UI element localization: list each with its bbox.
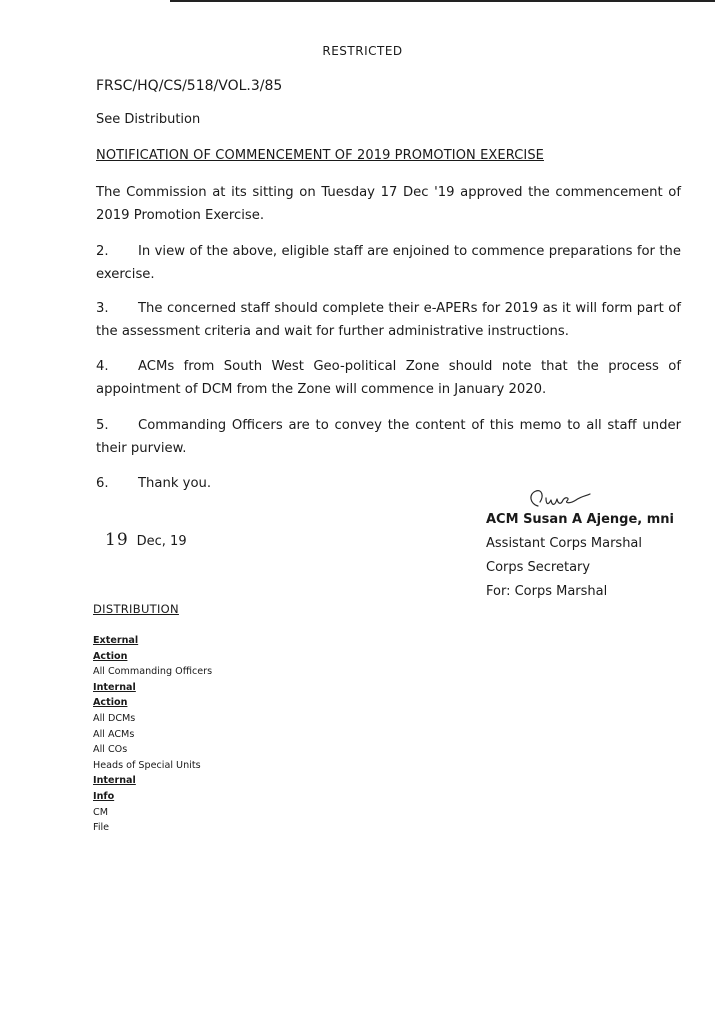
paragraph-3 <box>96 297 681 343</box>
paragraph-text: The concerned staff should complete their e-APERs for 2019 as it will form part of the assessment criteria and wait for further administrative instructions. <box>96 301 681 339</box>
list-item: CM <box>93 806 108 818</box>
list-item: File <box>93 822 110 834</box>
reference-number: FRSC/HQ/CS/518/VOL.3/85 <box>96 78 283 94</box>
signatory-title: Assistant Corps Marshal <box>486 536 643 551</box>
distribution-group-label: External <box>93 635 139 646</box>
paragraph-number: 5. <box>96 418 109 433</box>
signature-block <box>486 508 674 604</box>
signatory-for: For: Corps Marshal <box>486 584 608 599</box>
paragraph-number: 2. <box>96 244 109 259</box>
distribution-list <box>93 633 212 836</box>
distribution-subgroup-label: Info <box>93 790 115 802</box>
page-top-border <box>170 0 715 2</box>
distribution-subgroup-label: Action <box>93 650 128 662</box>
distribution-group-label: Internal <box>93 775 136 787</box>
paragraph-text: Thank you. <box>138 476 212 491</box>
paragraph-1 <box>96 181 681 227</box>
paragraph-number: 6. <box>96 476 109 491</box>
signatory-office: Corps Secretary <box>486 560 591 575</box>
list-item: All COs <box>93 744 128 756</box>
paragraph-number: 4. <box>96 359 109 374</box>
date-day-handwritten: 19 <box>105 530 129 550</box>
memo-subject: NOTIFICATION OF COMMENCEMENT OF 2019 PROMOTION EXERCISE <box>96 148 544 163</box>
paragraph-number: 3. <box>96 301 109 316</box>
addressee: See Distribution <box>96 112 201 127</box>
date-month-year: Dec, 19 <box>136 534 187 549</box>
distribution-subgroup-label: Action <box>93 697 128 709</box>
list-item: Heads of Special Units <box>93 759 201 771</box>
list-item: All Commanding Officers <box>93 666 213 678</box>
signatory-name: ACM Susan A Ajenge, mni <box>486 512 674 527</box>
distribution-group-label: Internal <box>93 681 136 693</box>
paragraph-4 <box>96 355 681 401</box>
paragraph-2 <box>96 240 681 286</box>
list-item: All ACMs <box>93 728 135 740</box>
classification-marking: RESTRICTED <box>322 44 403 58</box>
paragraph-text: The Commission at its sitting on Tuesday 17 Dec '19 approved the commencement of 2019 Promotion Exercise. <box>96 185 681 223</box>
distribution-heading: DISTRIBUTION <box>93 602 179 616</box>
paragraph-text: ACMs from South West Geo-political Zone should note that the process of appointment of DCM from the Zone will commence in January 2020. <box>96 359 681 397</box>
list-item: All DCMs <box>93 712 136 724</box>
paragraph-text: In view of the above, eligible staff are enjoined to commence preparations for the exercise. <box>96 244 681 282</box>
paragraph-text: Commanding Officers are to convey the content of this memo to all staff under their purview. <box>96 418 681 456</box>
paragraph-5 <box>96 414 681 460</box>
memo-date <box>105 530 187 550</box>
